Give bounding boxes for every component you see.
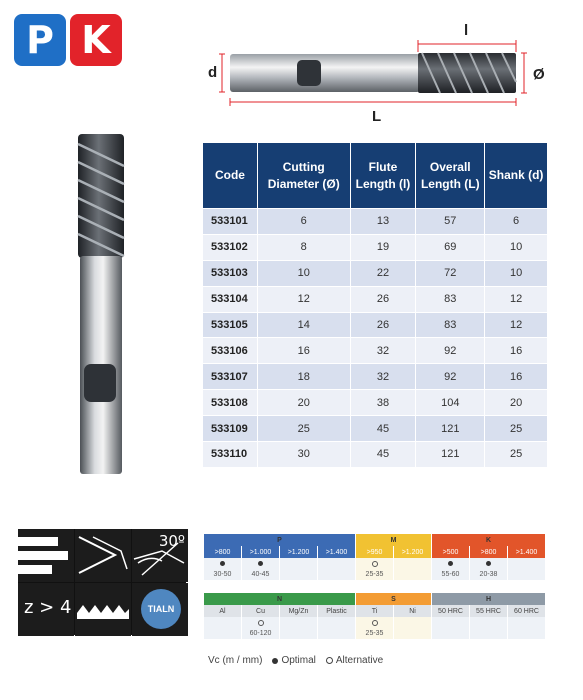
material-subgroup-label: Ti: [356, 605, 394, 617]
optimal-dot-icon: [448, 561, 453, 566]
table-row: [203, 286, 548, 312]
material-subgroup-label: >800: [204, 546, 242, 558]
specification-table: [202, 142, 548, 468]
material-subgroup-label: >1.400: [318, 546, 356, 558]
table-cell: 16: [485, 338, 548, 364]
material-subgroup-label: >500: [432, 546, 470, 558]
material-subgroup-label: Ni: [394, 605, 432, 617]
legend-alternative-label: Alternative: [335, 655, 384, 666]
table-row: [203, 390, 548, 416]
table-cell: 6: [257, 209, 350, 235]
table-header-row: [203, 143, 548, 209]
cutting-speed-value: 40-45: [242, 569, 280, 580]
suitability-cell: [318, 617, 356, 628]
cutting-speed-value: [318, 569, 356, 580]
table-cell: 83: [416, 312, 485, 338]
material-group-m: M: [356, 534, 432, 546]
material-subgroup-label: 55 HRC: [470, 605, 508, 617]
table-row: [203, 209, 548, 235]
tialn-coating-badge: TIALN: [141, 589, 181, 629]
table-row: [203, 442, 548, 468]
material-group-p: P: [204, 534, 356, 546]
logo-letter-k: K: [70, 14, 122, 66]
cell-code: 533102: [203, 234, 258, 260]
material-subgroup-label: Al: [204, 605, 242, 617]
table-cell: 16: [257, 338, 350, 364]
legend-alternative: [326, 655, 383, 666]
suitability-cell: [242, 558, 280, 569]
cell-code: 533101: [203, 209, 258, 235]
material-group-s: S: [356, 593, 432, 605]
table-cell: 69: [416, 234, 485, 260]
table-cell: 25: [485, 442, 548, 468]
cutting-speed-value: [204, 628, 242, 639]
material-subgroup-label: 60 HRC: [508, 605, 546, 617]
table-row: [203, 338, 548, 364]
alternative-ring-icon: [258, 620, 264, 626]
cutting-speed-value: [508, 569, 546, 580]
end-mill-vertical-image: [70, 132, 134, 477]
material-subgroup-label: >1.200: [394, 546, 432, 558]
suitability-cell: [204, 558, 242, 569]
cell-code: 533108: [203, 390, 258, 416]
cell-code: 533109: [203, 416, 258, 442]
suitability-cell: [280, 558, 318, 569]
table-cell: 72: [416, 260, 485, 286]
table-cell: 92: [416, 364, 485, 390]
cutting-speed-value: 25-35: [356, 628, 394, 639]
optimal-dot-icon: [272, 658, 278, 664]
suitability-cell: [508, 558, 546, 569]
table-cell: 104: [416, 390, 485, 416]
legend-optimal: [272, 655, 315, 666]
cutting-speed-value: [394, 569, 432, 580]
table-cell: 45: [350, 416, 416, 442]
cutting-speed-value: 25-35: [356, 569, 394, 580]
table-cell: 32: [350, 338, 416, 364]
table-cell: 10: [485, 234, 548, 260]
suitability-cell: [470, 558, 508, 569]
cutting-speed-value: [394, 628, 432, 639]
table-cell: 19: [350, 234, 416, 260]
cutting-speed-value: 30-50: [204, 569, 242, 580]
suitability-cell: [432, 558, 470, 569]
cell-code: 533105: [203, 312, 258, 338]
optimal-dot-icon: [220, 561, 225, 566]
helix-angle-label: 30º: [158, 532, 185, 550]
table-cell: 30: [257, 442, 350, 468]
table-cell: 26: [350, 312, 416, 338]
dim-l-label: l: [464, 22, 469, 39]
cell-code: 533103: [203, 260, 258, 286]
cutting-speed-value: [280, 569, 318, 580]
material-subgroup-label: Mg/Zn: [280, 605, 318, 617]
cell-code: 533106: [203, 338, 258, 364]
cell-code: 533107: [203, 364, 258, 390]
flute-count-label: z > 4: [24, 597, 72, 618]
table-cell: 13: [350, 209, 416, 235]
optimal-dot-icon: [258, 561, 263, 566]
material-table-top: [204, 534, 546, 580]
table-cell: 38: [350, 390, 416, 416]
suitability-cell: [242, 617, 280, 628]
material-subgroup-label: >800: [470, 546, 508, 558]
material-subgroup-label: 50 HRC: [432, 605, 470, 617]
table-cell: 10: [257, 260, 350, 286]
header-overall-length: Overall Length (L): [416, 143, 485, 209]
table-cell: 20: [485, 390, 548, 416]
table-cell: 12: [485, 286, 548, 312]
cutting-speed-value: 55-60: [432, 569, 470, 580]
material-subgroup-label: >1.200: [280, 546, 318, 558]
legend-vc: Vc (m / mm): [208, 655, 263, 666]
material-group-k: K: [432, 534, 546, 546]
straight-shank-icon: [18, 529, 74, 582]
cutting-speed-legend: [208, 655, 383, 666]
table-row: [203, 234, 548, 260]
tialn-coating-icon: [132, 583, 188, 636]
table-cell: 18: [257, 364, 350, 390]
table-cell: 12: [257, 286, 350, 312]
suitability-cell: [356, 558, 394, 569]
cutting-speed-value: 20-38: [470, 569, 508, 580]
suitability-cell: [204, 617, 242, 628]
table-cell: 121: [416, 416, 485, 442]
table-cell: 16: [485, 364, 548, 390]
material-group-h: H: [432, 593, 546, 605]
roughing-profile-icon: [75, 583, 131, 636]
table-cell: 10: [485, 260, 548, 286]
alternative-ring-icon: [372, 620, 378, 626]
dim-diameter-label: Ø: [533, 66, 545, 83]
table-cell: 12: [485, 312, 548, 338]
cell-code: 533110: [203, 442, 258, 468]
header-code: Code: [203, 143, 258, 209]
optimal-dot-icon: [486, 561, 491, 566]
table-cell: 32: [350, 364, 416, 390]
table-cell: 45: [350, 442, 416, 468]
dim-d-label: d: [208, 64, 218, 81]
table-cell: 83: [416, 286, 485, 312]
tool-dimension-diagram: [200, 22, 560, 132]
cutting-speed-value: [318, 628, 356, 639]
dim-overall-length-label: L: [372, 108, 382, 125]
legend-optimal-label: Optimal: [281, 655, 316, 666]
material-subgroup-label: >1.000: [242, 546, 280, 558]
table-row: [203, 260, 548, 286]
suitability-cell: [432, 617, 470, 628]
suitability-cell: [356, 617, 394, 628]
cell-code: 533104: [203, 286, 258, 312]
material-table-bottom: [204, 593, 546, 639]
flute-count-icon: [18, 583, 74, 636]
header-flute-length: Flute Length (l): [350, 143, 416, 209]
brand-logo: [14, 14, 122, 66]
table-cell: 14: [257, 312, 350, 338]
table-cell: 22: [350, 260, 416, 286]
table-row: [203, 416, 548, 442]
suitability-cell: [394, 617, 432, 628]
header-cutting-diameter: Cutting Diameter (Ø): [257, 143, 350, 209]
material-subgroup-label: Cu: [242, 605, 280, 617]
cutting-speed-value: [432, 628, 470, 639]
suitability-cell: [508, 617, 546, 628]
suitability-cell: [280, 617, 318, 628]
suitability-cell: [470, 617, 508, 628]
cutting-speed-value: [280, 628, 318, 639]
header-shank: Shank (d): [485, 143, 548, 209]
table-row: [203, 364, 548, 390]
alternative-ring-icon: [326, 657, 333, 664]
table-cell: 6: [485, 209, 548, 235]
table-cell: 20: [257, 390, 350, 416]
material-group-n: N: [204, 593, 356, 605]
table-row: [203, 312, 548, 338]
logo-letter-p: P: [14, 14, 66, 66]
helix-angle-icon: [132, 529, 188, 582]
material-subgroup-label: Plastic: [318, 605, 356, 617]
end-geometry-icon: [75, 529, 131, 582]
feature-icon-grid: [18, 529, 186, 635]
material-subgroup-label: >950: [356, 546, 394, 558]
material-subgroup-label: >1.400: [508, 546, 546, 558]
alternative-ring-icon: [372, 561, 378, 567]
suitability-cell: [318, 558, 356, 569]
suitability-cell: [394, 558, 432, 569]
table-cell: 25: [257, 416, 350, 442]
table-cell: 8: [257, 234, 350, 260]
table-cell: 26: [350, 286, 416, 312]
cutting-speed-value: 60-120: [242, 628, 280, 639]
table-cell: 121: [416, 442, 485, 468]
table-cell: 92: [416, 338, 485, 364]
cutting-speed-value: [508, 628, 546, 639]
cutting-speed-value: [470, 628, 508, 639]
table-cell: 57: [416, 209, 485, 235]
table-cell: 25: [485, 416, 548, 442]
